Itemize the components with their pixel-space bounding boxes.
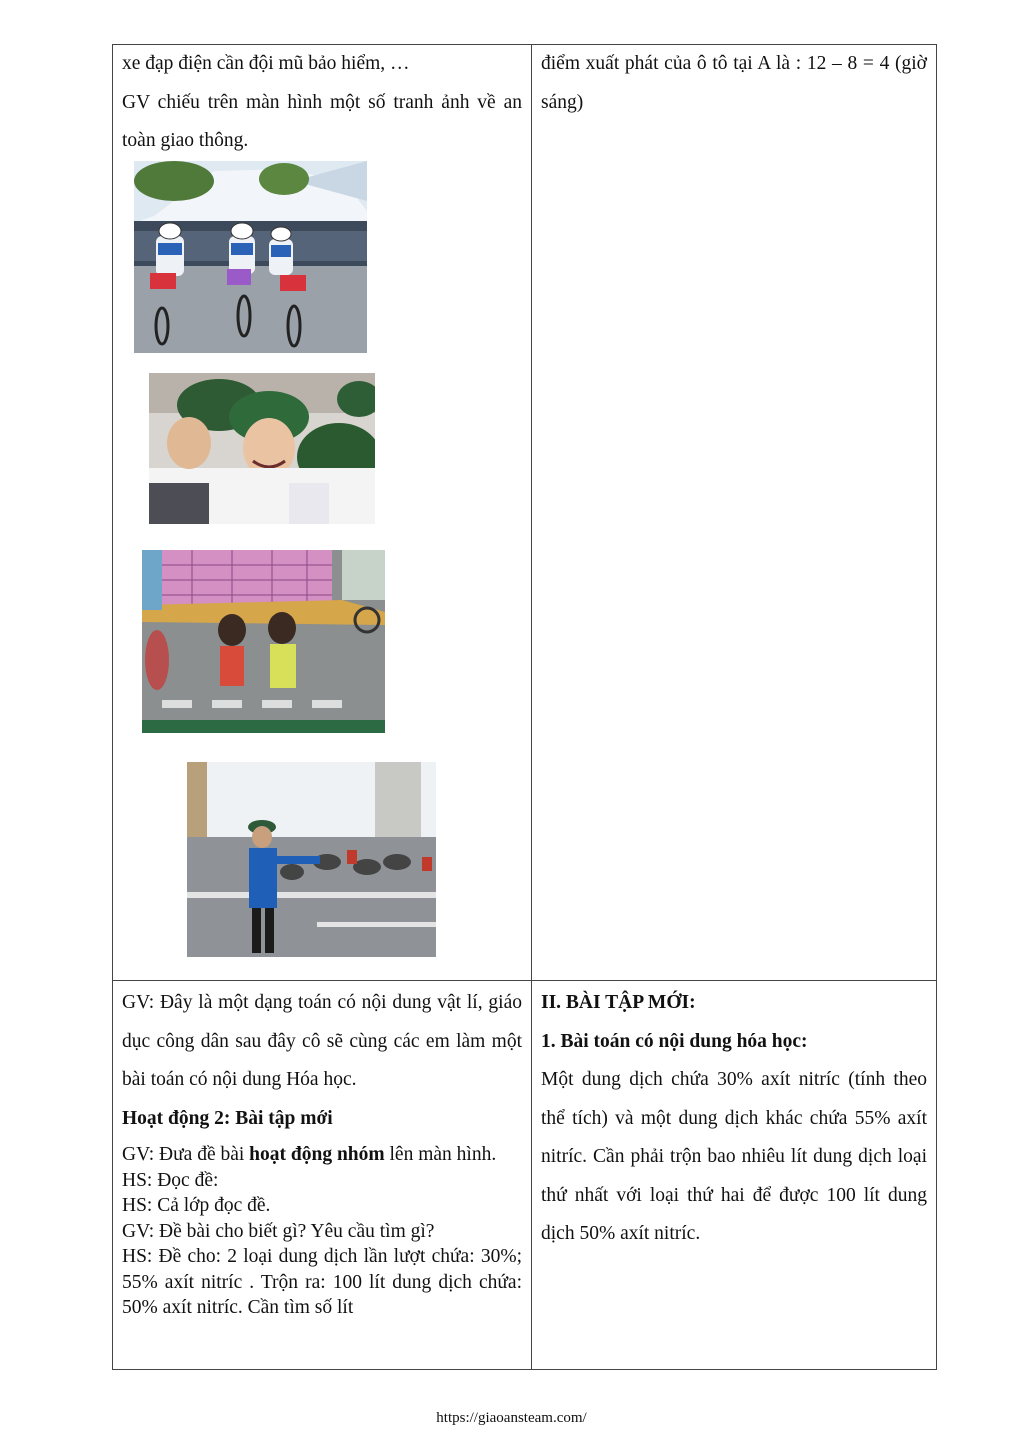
text-line: HS: Cả lớp đọc đề.	[122, 1195, 271, 1216]
activity-heading: Hoạt động 2: Bài tập mới	[122, 1107, 333, 1129]
text-run: GV: Đưa đề bài	[122, 1144, 250, 1165]
text-paragraph: HS: Đề cho: 2 loại dung dịch lần lượt chứa: 30%; 55% axít nitríc . Trộn ra: 100 lít dung dịch chứa: 50% axít nitríc. Cần tìm số lít	[122, 1246, 522, 1318]
photo-traffic-drawing	[142, 550, 385, 733]
text-paragraph	[122, 1142, 522, 1168]
text-line: HS: Đọc đề:	[122, 1169, 219, 1191]
bold-text-run: hoạt động nhóm	[249, 1144, 385, 1165]
table-row	[113, 45, 937, 981]
sub-heading: 1. Bài toán có nội dung hóa học:	[541, 1030, 808, 1052]
right-cell-notes	[532, 45, 937, 981]
lesson-table	[112, 44, 937, 1370]
left-cell-activities	[113, 981, 532, 1370]
footer-url[interactable]: https://giaoansteam.com/	[436, 1410, 587, 1426]
photo-children-bicycles	[134, 161, 367, 353]
text-paragraph: điểm xuất phát của ô tô tại A là : 12 – 8 = 4 (giờ sáng)	[541, 53, 927, 113]
text-line: xe đạp điện cần đội mũ bảo hiểm, …	[122, 53, 410, 74]
text-paragraph: GV: Đây là một dạng toán có nội dung vật lí, giáo dục công dân sau đây cô sẽ cùng các em làm một bài toán có nội dung Hóa học.	[122, 992, 522, 1090]
left-cell-activities	[113, 45, 532, 981]
photo-children-helmets	[149, 373, 375, 524]
photo-traffic-guidance	[187, 762, 436, 957]
text-line: GV: Đề bài cho biết gì? Yêu cầu tìm gì?	[122, 1220, 435, 1242]
text-run: lên màn hình.	[384, 1144, 497, 1165]
right-cell-notes	[532, 981, 937, 1370]
table-row	[113, 981, 937, 1370]
problem-text: Một dung dịch chứa 30% axít nitríc (tính theo thể tích) và một dung dịch khác chứa 55% axít nitríc. Cần phải trộn bao nhiêu lít dung dịch loại thứ nhất với loại thứ hai để được 100 lít dung dịch 50% axít nitríc.	[541, 1069, 927, 1244]
text-paragraph: GV chiếu trên màn hình một số tranh ảnh về an toàn giao thông.	[122, 91, 522, 151]
section-heading: II. BÀI TẬP MỚI:	[541, 992, 696, 1013]
